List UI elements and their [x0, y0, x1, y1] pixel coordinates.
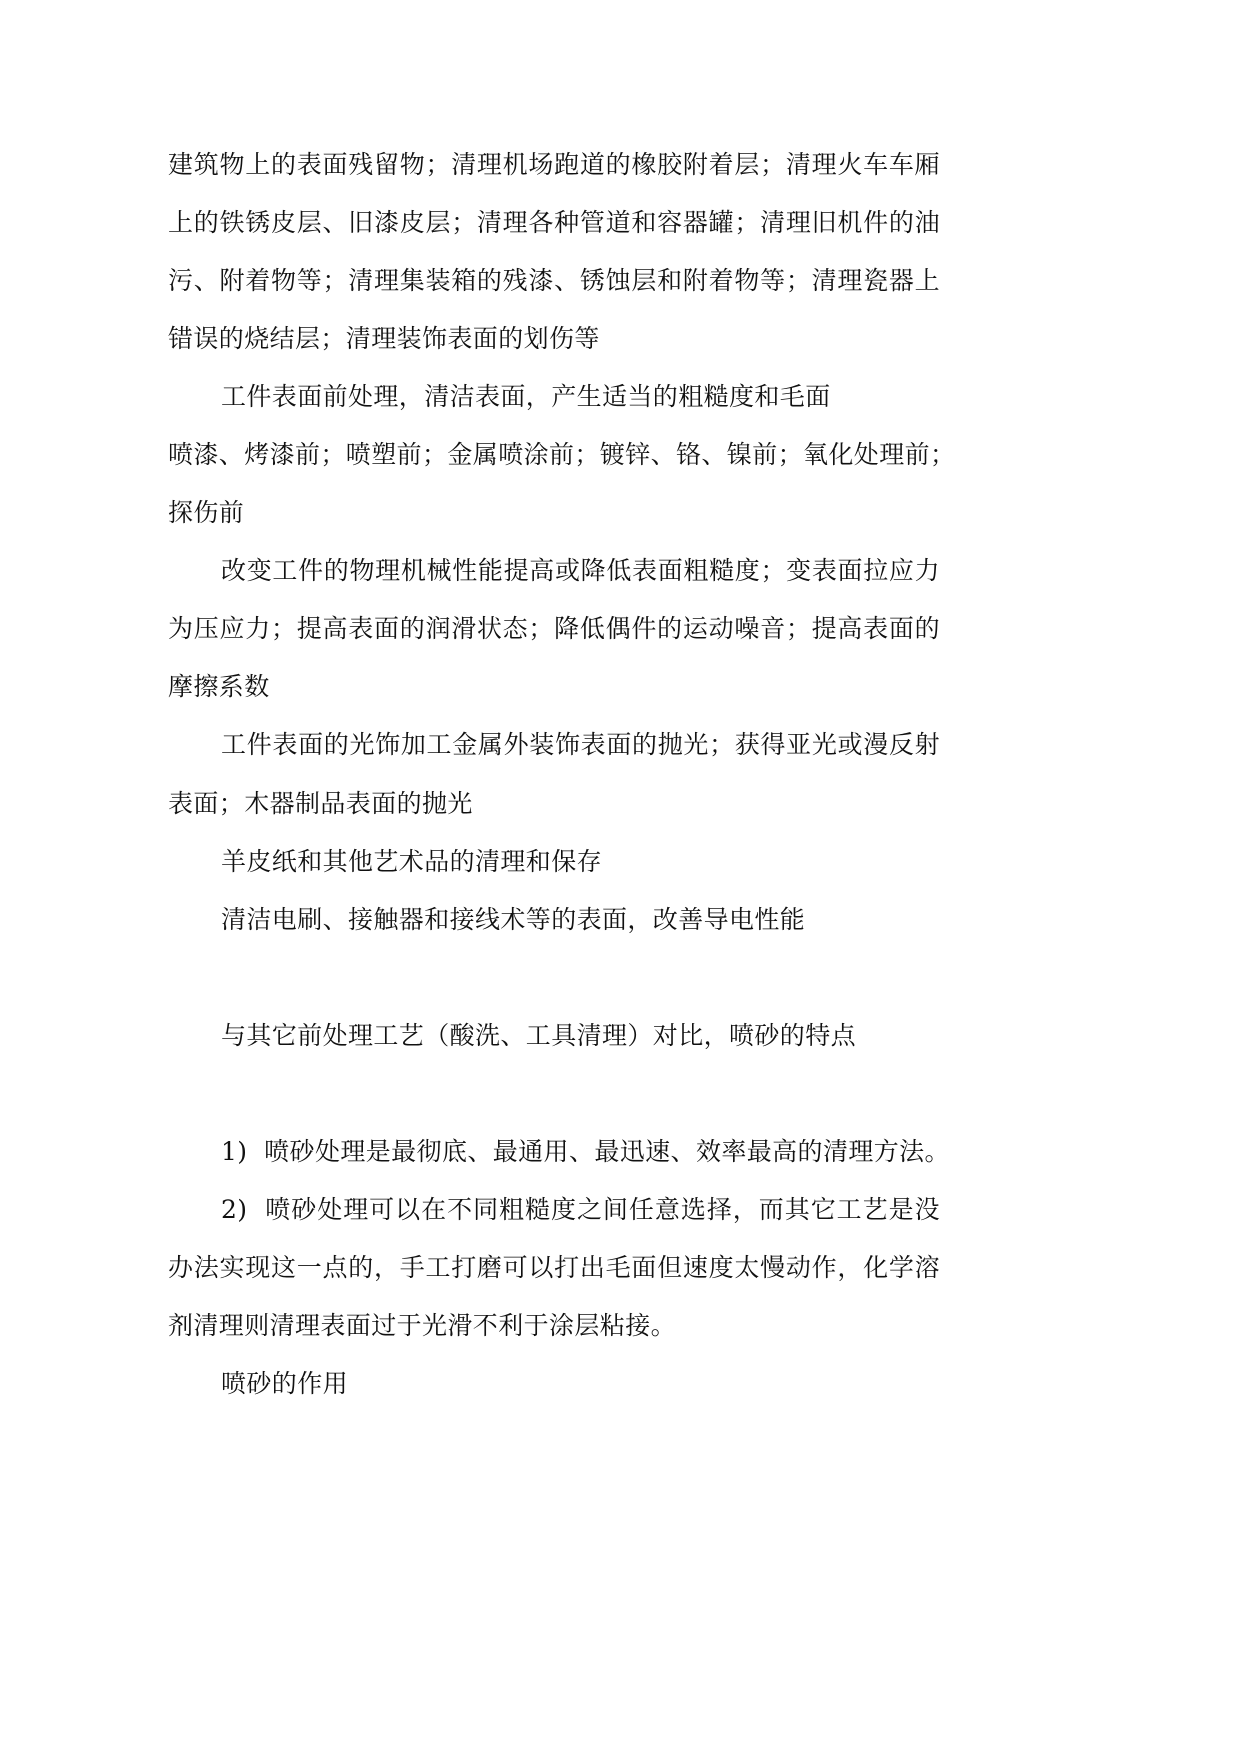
list-item	[168, 1181, 940, 1355]
text-line: 污、附着物等；清理集装箱的残漆、锈蚀层和附着物等；清理瓷器上	[168, 266, 940, 296]
paragraph	[168, 426, 956, 542]
document-page	[168, 136, 956, 1413]
text-line: 建筑物上的表面残留物；清理机场跑道的橡胶附着层；清理火车车厢	[168, 150, 940, 179]
paragraph	[168, 542, 940, 716]
section-heading	[168, 1007, 940, 1065]
paragraph	[168, 891, 940, 949]
paragraph	[168, 136, 940, 368]
text-line: 表面；木器制品表面的抛光	[168, 788, 473, 818]
section-heading	[168, 1355, 940, 1413]
text-line: 改变工件的物理机械性能提高或降低表面粗糙度；变表面拉应力	[221, 556, 940, 586]
text-line: 喷漆、烤漆前；喷塑前；金属喷涂前；镀锌、铬、镍前；氧化处理前；	[168, 440, 956, 470]
text-line: 清洁电刷、接触器和接线术等的表面，改善导电性能	[221, 904, 806, 934]
text-line: 剂清理则清理表面过于光滑不利于涂层粘接。	[168, 1310, 677, 1340]
text-line: 办法实现这一点的，手工打磨可以打出毛面但速度太慢动作，化学溶	[168, 1252, 940, 1282]
text-line: 1) 喷砂处理是最彻底、最通用、最迅速、效率最高的清理方法。	[221, 1136, 950, 1166]
text-line: 工件表面前处理，清洁表面，产生适当的粗糙度和毛面	[221, 382, 831, 412]
text-line: 羊皮纸和其他艺术品的清理和保存	[221, 846, 603, 876]
text-line: 摩擦系数	[168, 672, 270, 702]
text-line: 探伤前	[168, 498, 245, 528]
text-line: 上的铁锈皮层、旧漆皮层；清理各种管道和容器罐；清理旧机件的油	[168, 208, 940, 238]
paragraph	[168, 833, 940, 891]
text-line: 与其它前处理工艺（酸洗、工具清理）对比，喷砂的特点	[221, 1020, 857, 1050]
text-line: 2) 喷砂处理可以在不同粗糙度之间任意选择，而其它工艺是没	[221, 1194, 940, 1224]
text-line: 错误的烧结层；清理装饰表面的划伤等	[168, 324, 600, 354]
list-item	[168, 1123, 950, 1181]
paragraph	[168, 368, 940, 426]
text-line: 喷砂的作用	[221, 1368, 349, 1398]
paragraph	[168, 716, 940, 832]
text-line: 为压应力；提高表面的润滑状态；降低偶件的运动噪音；提高表面的	[168, 614, 940, 644]
text-line: 工件表面的光饰加工金属外装饰表面的抛光；获得亚光或漫反射	[221, 730, 940, 760]
